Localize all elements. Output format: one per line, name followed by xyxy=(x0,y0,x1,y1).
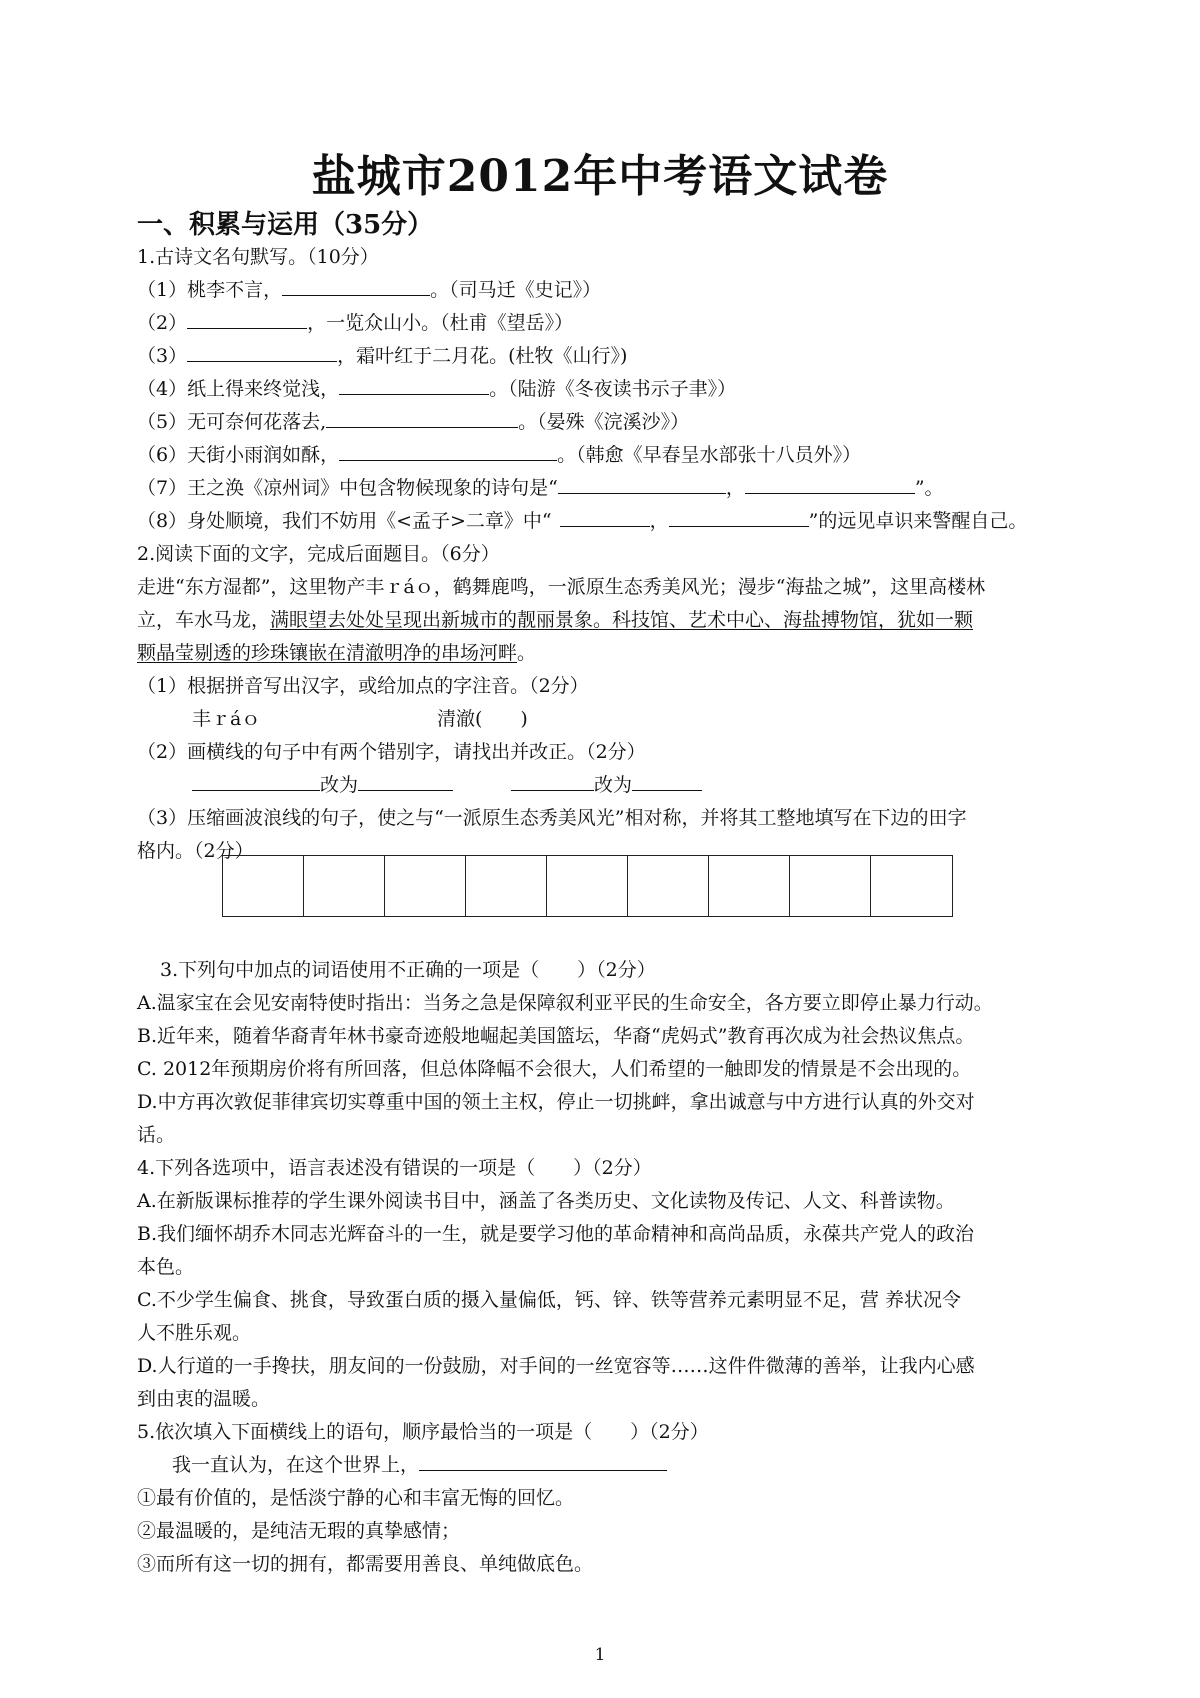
option-c: C.不少学生偏食、挑食，导致蛋白质的摄入量偏低，钙、锌、铁等营养元素明显不足，营 养状况令 xyxy=(137,1289,961,1311)
annotation-prompt: 清澈( ) xyxy=(437,708,528,730)
question-1-item-3: （3） ，霜叶红于二月花。(杜牧《山行》) xyxy=(137,345,628,367)
grid-cell[interactable] xyxy=(223,856,304,916)
question-1-item-6: （6）天街小雨润如酥， 。（韩愈《早春呈水部张十八员外》） xyxy=(137,444,862,466)
answer-blank[interactable] xyxy=(419,1452,667,1471)
answer-blank[interactable] xyxy=(282,277,430,296)
page-title: 盐城市2012年中考语文试卷 xyxy=(311,151,889,202)
question-1-heading: 1.古诗文名句默写。（10分） xyxy=(137,246,379,268)
option-a: A.温家宝在会见安南特使时指出：当务之急是保障叙利亚平民的生命安全，各方要立即停止暴力行动。 xyxy=(137,992,993,1014)
option-d: D.中方再次敦促菲律宾切实尊重中国的领土主权，停止一切挑衅，拿出诚意与中方进行认真的外交对 xyxy=(137,1091,975,1113)
question-3-heading: 3.下列句中加点的词语使用不正确的一项是（ ）（2分） xyxy=(160,959,656,981)
answer-blank[interactable] xyxy=(358,772,453,791)
underlined-sentence: 颗晶莹剔透的珍珠镶嵌在清澈明净的串场河畔 xyxy=(137,642,518,664)
question-5-heading: 5.依次填入下面横线上的语句，顺序最恰当的一项是（ ）（2分） xyxy=(137,1421,709,1443)
answer-blank[interactable] xyxy=(339,442,557,461)
answer-blank[interactable] xyxy=(326,409,518,428)
question-1-item-1: （1）桃李不言， 。（司马迁《史记》） xyxy=(137,279,602,301)
sentence-1: ①最有价值的，是恬淡宁静的心和丰富无悔的回忆。 xyxy=(137,1487,575,1509)
question-5-lead: 我一直认为，在这个世界上， xyxy=(172,1452,667,1478)
sentence-2: ②最温暖的，是纯洁无瑕的真挚感情； xyxy=(137,1520,461,1542)
question-2-sub-3-cont: 格内。（2分） xyxy=(137,840,254,862)
answer-blank[interactable] xyxy=(339,376,489,395)
answer-blank[interactable] xyxy=(192,772,320,791)
option-d-cont: 话。 xyxy=(137,1124,176,1146)
grid-cell[interactable] xyxy=(628,856,709,916)
passage-line: 颗晶莹剔透的珍珠镶嵌在清澈明净的串场河畔。 xyxy=(137,642,537,664)
answer-blank[interactable] xyxy=(560,508,650,527)
passage-line: 走进“东方湿都”，这里物产丰ｒáｏ，鹤舞鹿鸣，一派原生态秀美风光；漫步“海盐之城”，这里高楼林 xyxy=(137,576,986,598)
character-grid xyxy=(222,855,953,917)
answer-blank[interactable] xyxy=(669,508,809,527)
question-2-heading: 2.阅读下面的文字，完成后面题目。（6分） xyxy=(137,543,500,565)
option-a: A.在新版课标推荐的学生课外阅读书目中，涵盖了各类历史、文化读物及传记、人文、科普读物。 xyxy=(137,1190,955,1212)
underlined-sentence: 满眼望去处处呈现出新城市的靓丽景象。科技馆、艺术中心、海盐搏物馆，犹如一颗 xyxy=(270,609,974,631)
answer-blank[interactable] xyxy=(745,475,915,494)
option-b: B.我们缅怀胡乔木同志光辉奋斗的一生，就是要学习他的革命精神和高尚品质，永葆共产党人的政治 xyxy=(137,1223,975,1245)
grid-cell[interactable] xyxy=(304,856,385,916)
question-1-item-7: （7）王之涣《凉州词》中包含物候现象的诗句是“ ， ”。 xyxy=(137,477,944,499)
option-c: C. 2012年预期房价将有所回落，但总体降幅不会很大，人们希望的一触即发的情景是不会出现的。 xyxy=(137,1058,972,1080)
option-b-cont: 本色。 xyxy=(137,1256,195,1278)
grid-cell[interactable] xyxy=(385,856,466,916)
pinyin-prompt: 丰ｒáｏ xyxy=(192,708,261,730)
question-1-item-2: （2） ，一览众山小。（杜甫《望岳》） xyxy=(137,312,574,334)
grid-cell[interactable] xyxy=(547,856,628,916)
question-2-sub-3: （3）压缩画波浪线的句子，使之与“一派原生态秀美风光”相对称，并将其工整地填写在下边的田字 xyxy=(137,807,967,829)
option-c-cont: 人不胜乐观。 xyxy=(137,1322,252,1344)
grid-cell[interactable] xyxy=(790,856,871,916)
question-2-sub-2: （2）画横线的句子中有两个错别字，请找出并改正。（2分） xyxy=(137,741,646,763)
grid-cell[interactable] xyxy=(709,856,790,916)
answer-blank[interactable] xyxy=(511,772,594,791)
question-4-heading: 4.下列各选项中，语言表述没有错误的一项是（ ）（2分） xyxy=(137,1157,652,1179)
sentence-3: ③而所有这一切的拥有，都需要用善良、单纯做底色。 xyxy=(137,1553,594,1575)
page-number: 1 xyxy=(594,1645,606,1665)
option-d: D.人行道的一手搀扶，朋友间的一份鼓励，对手间的一丝宽容等……这件件微薄的善举，让我内心感 xyxy=(137,1355,975,1377)
question-1-item-5: （5）无可奈何花落去, 。（晏殊《浣溪沙》） xyxy=(137,411,690,433)
passage-line: 立，车水马龙，满眼望去处处呈现出新城市的靓丽景象。科技馆、艺术中心、海盐搏物馆，犹如一颗 xyxy=(137,609,974,631)
correction-line: 改为 改为 xyxy=(192,772,702,798)
answer-blank[interactable] xyxy=(187,310,307,329)
grid-cell[interactable] xyxy=(466,856,547,916)
section-heading: 一、积累与运用（35分） xyxy=(137,210,434,240)
answer-blank[interactable] xyxy=(187,343,337,362)
option-d-cont: 到由衷的温暖。 xyxy=(137,1388,271,1410)
question-1-item-8: （8）身处顺境，我们不妨用《<孟子>二章》中“ ， ”的远见卓识来警醒自己。 xyxy=(137,510,1028,532)
option-b: B.近年来，随着华裔青年林书豪奇迹般地崛起美国篮坛，华裔“虎妈式”教育再次成为社会热议焦点。 xyxy=(137,1025,975,1047)
answer-blank[interactable] xyxy=(632,772,702,791)
question-2-sub-1: （1）根据拼音写出汉字，或给加点的字注音。（2分） xyxy=(137,675,589,697)
grid-cell[interactable] xyxy=(871,856,952,916)
answer-blank[interactable] xyxy=(558,475,726,494)
question-1-item-4: （4）纸上得来终觉浅， 。（陆游《冬夜读书示子聿》） xyxy=(137,378,737,400)
